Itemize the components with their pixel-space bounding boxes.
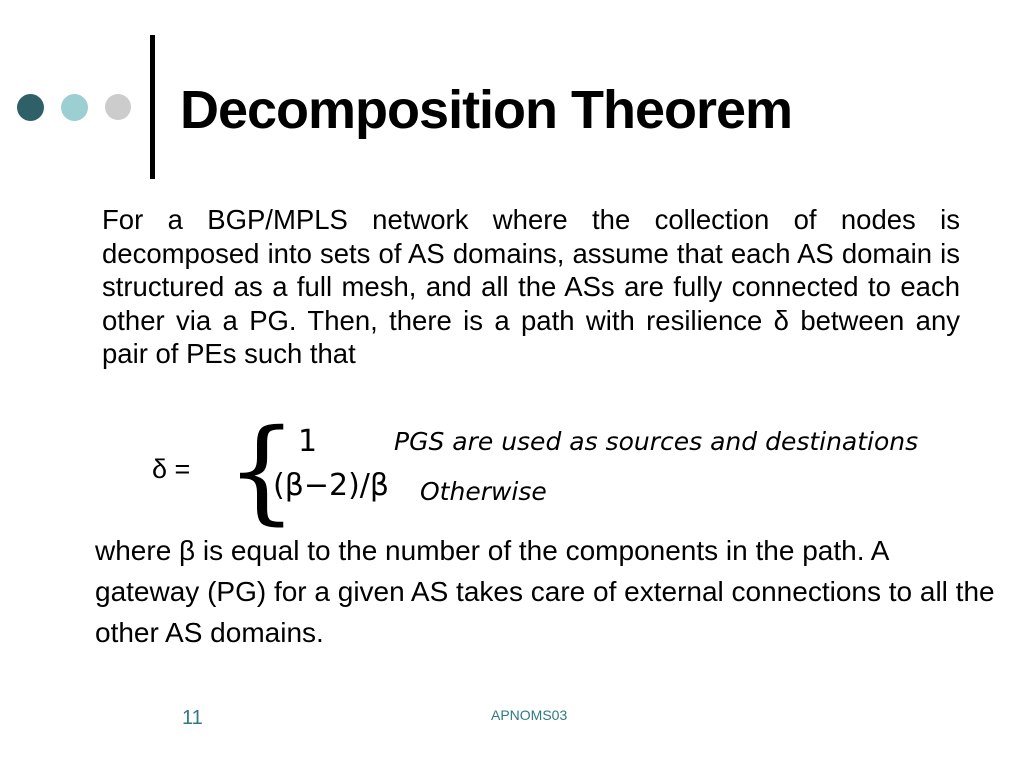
theorem-paragraph: For a BGP/MPLS network where the collection of nodes is decomposed into sets of AS domains, assume that each AS domain is structured as a full mesh, and all the ASs are fully connected to each other via a PG. Then, there is a path with resilience δ between any pair of PEs such that [102, 204, 960, 369]
formula-lhs: δ = [152, 454, 191, 484]
case1-condition: PGS are used as sources and destinations [394, 427, 919, 456]
case2-value: (β−2)/β [273, 468, 390, 503]
decor-dot-dark [17, 94, 44, 121]
formula-brace: { [226, 406, 298, 536]
case1-value: 1 [298, 424, 318, 459]
decor-dot-light [61, 94, 88, 121]
slide-title: Decomposition Theorem [180, 80, 793, 140]
explanation-paragraph: where β is equal to the number of the components in the path. A gateway (PG) for a given AS takes care of external connections to all the other AS domains. [95, 535, 995, 648]
decor-dot-grey [105, 94, 131, 120]
title-divider [150, 35, 155, 179]
footer-text: APNOMS03 [491, 707, 568, 723]
case2-condition: Otherwise [420, 477, 547, 506]
page-number: 11 [182, 707, 203, 729]
